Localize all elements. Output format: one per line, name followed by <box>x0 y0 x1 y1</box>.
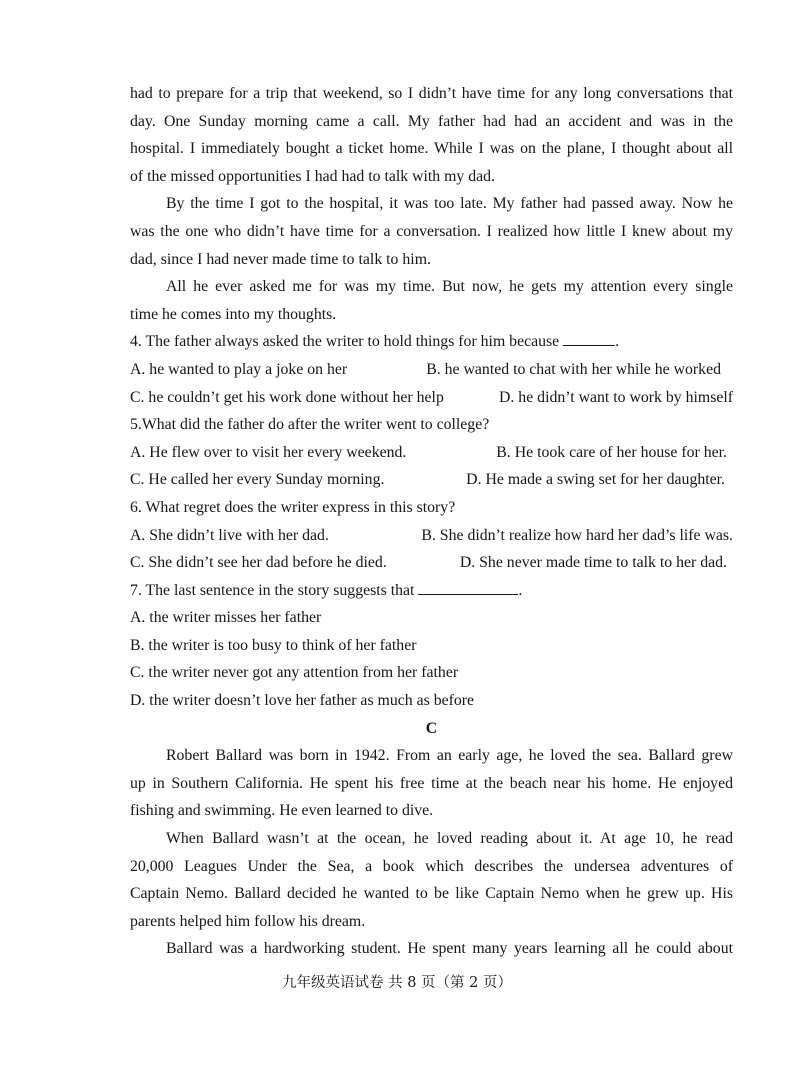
question-4-options-row <box>130 356 733 384</box>
passage-line: of the missed opportunities I had had to talk with my dad. <box>130 167 496 185</box>
page-footer: 九年级英语试卷 共 8 页（第 2 页） <box>282 975 512 991</box>
question-5-options-row <box>130 439 733 467</box>
option-b: B. the writer is too busy to think of her father <box>130 636 417 654</box>
passage-line: hospital. I immediately bought a ticket home. While I was on the plane, I thought about all <box>130 140 733 158</box>
question-7-stem <box>130 577 733 605</box>
option-c: C. he couldn’t get his work done without her help <box>130 388 444 406</box>
passage-line: day. One Sunday morning came a call. My father had had an accident and was in the <box>130 112 733 130</box>
passage-line: had to prepare for a trip that weekend, so I didn’t have time for any long conversations that <box>130 85 733 102</box>
passage-line: When Ballard wasn’t at the ocean, he loved reading about it. At age 10, he read <box>166 830 733 848</box>
question-4-stem <box>130 328 733 356</box>
question-4-period: . <box>615 333 620 351</box>
passage-line: 20,000 Leagues Under the Sea, a book which describes the undersea adventures of <box>130 857 733 875</box>
question-7-period: . <box>518 581 523 599</box>
passage-line: parents helped him follow his dream. <box>130 912 366 930</box>
question-6-options-row <box>130 549 733 577</box>
question-4-text: 4. The father always asked the writer to hold things for him because <box>130 333 560 351</box>
option-a: A. She didn’t live with her dad. <box>130 526 329 544</box>
option-a: A. He flew over to visit her every weekend. <box>130 443 407 461</box>
answer-blank <box>563 330 615 346</box>
passage-line: fishing and swimming. He even learned to dive. <box>130 802 434 820</box>
section-heading: C <box>425 719 438 737</box>
answer-blank <box>418 579 518 595</box>
option-b: B. he wanted to chat with her while he worked <box>426 360 721 378</box>
passage-line: Captain Nemo. Ballard decided he wanted to be like Captain Nemo when he grew up. His <box>130 885 733 903</box>
option-c: C. the writer never got any attention from her father <box>130 664 459 682</box>
option-b: B. He took care of her house for her. <box>496 443 727 461</box>
option-d: D. He made a swing set for her daughter. <box>466 471 725 489</box>
page-text <box>130 80 733 963</box>
passage-line: up in Southern California. He spent his free time at the beach near his home. He enjoyed <box>130 774 733 792</box>
option-c: C. She didn’t see her dad before he died. <box>130 554 387 572</box>
option-a: A. he wanted to play a joke on her <box>130 360 348 378</box>
question-6-stem: 6. What regret does the writer express in this story? <box>130 498 456 516</box>
question-4-options-row <box>130 384 733 412</box>
option-b: B. She didn’t realize how hard her dad’s life was. <box>421 526 733 544</box>
option-d: D. She never made time to talk to her dad. <box>459 554 727 572</box>
passage-line: By the time I got to the hospital, it was too late. My father had passed away. Now he <box>166 195 733 213</box>
passage-line: was the one who didn’t have time for a conversation. I realized how little I knew about my <box>130 222 733 240</box>
question-5-options-row <box>130 466 733 494</box>
option-c: C. He called her every Sunday morning. <box>130 471 385 489</box>
passage-line: Ballard was a hardworking student. He spent many years learning all he could about <box>166 940 733 958</box>
passage-line: dad, since I had never made time to talk to him. <box>130 250 431 268</box>
passage-line: All he ever asked me for was my time. But now, he gets my attention every single <box>166 278 733 296</box>
question-7-text: 7. The last sentence in the story suggests that <box>130 581 415 599</box>
option-d: D. the writer doesn’t love her father as much as before <box>130 692 475 710</box>
question-5-stem: 5.What did the father do after the writer went to college? <box>130 416 490 434</box>
passage-line: time he comes into my thoughts. <box>130 305 337 323</box>
passage-line: Robert Ballard was born in 1942. From an early age, he loved the sea. Ballard grew <box>166 747 733 765</box>
question-6-options-row <box>130 522 733 550</box>
option-a: A. the writer misses her father <box>130 609 322 627</box>
option-d: D. he didn’t want to work by himself <box>499 388 733 406</box>
